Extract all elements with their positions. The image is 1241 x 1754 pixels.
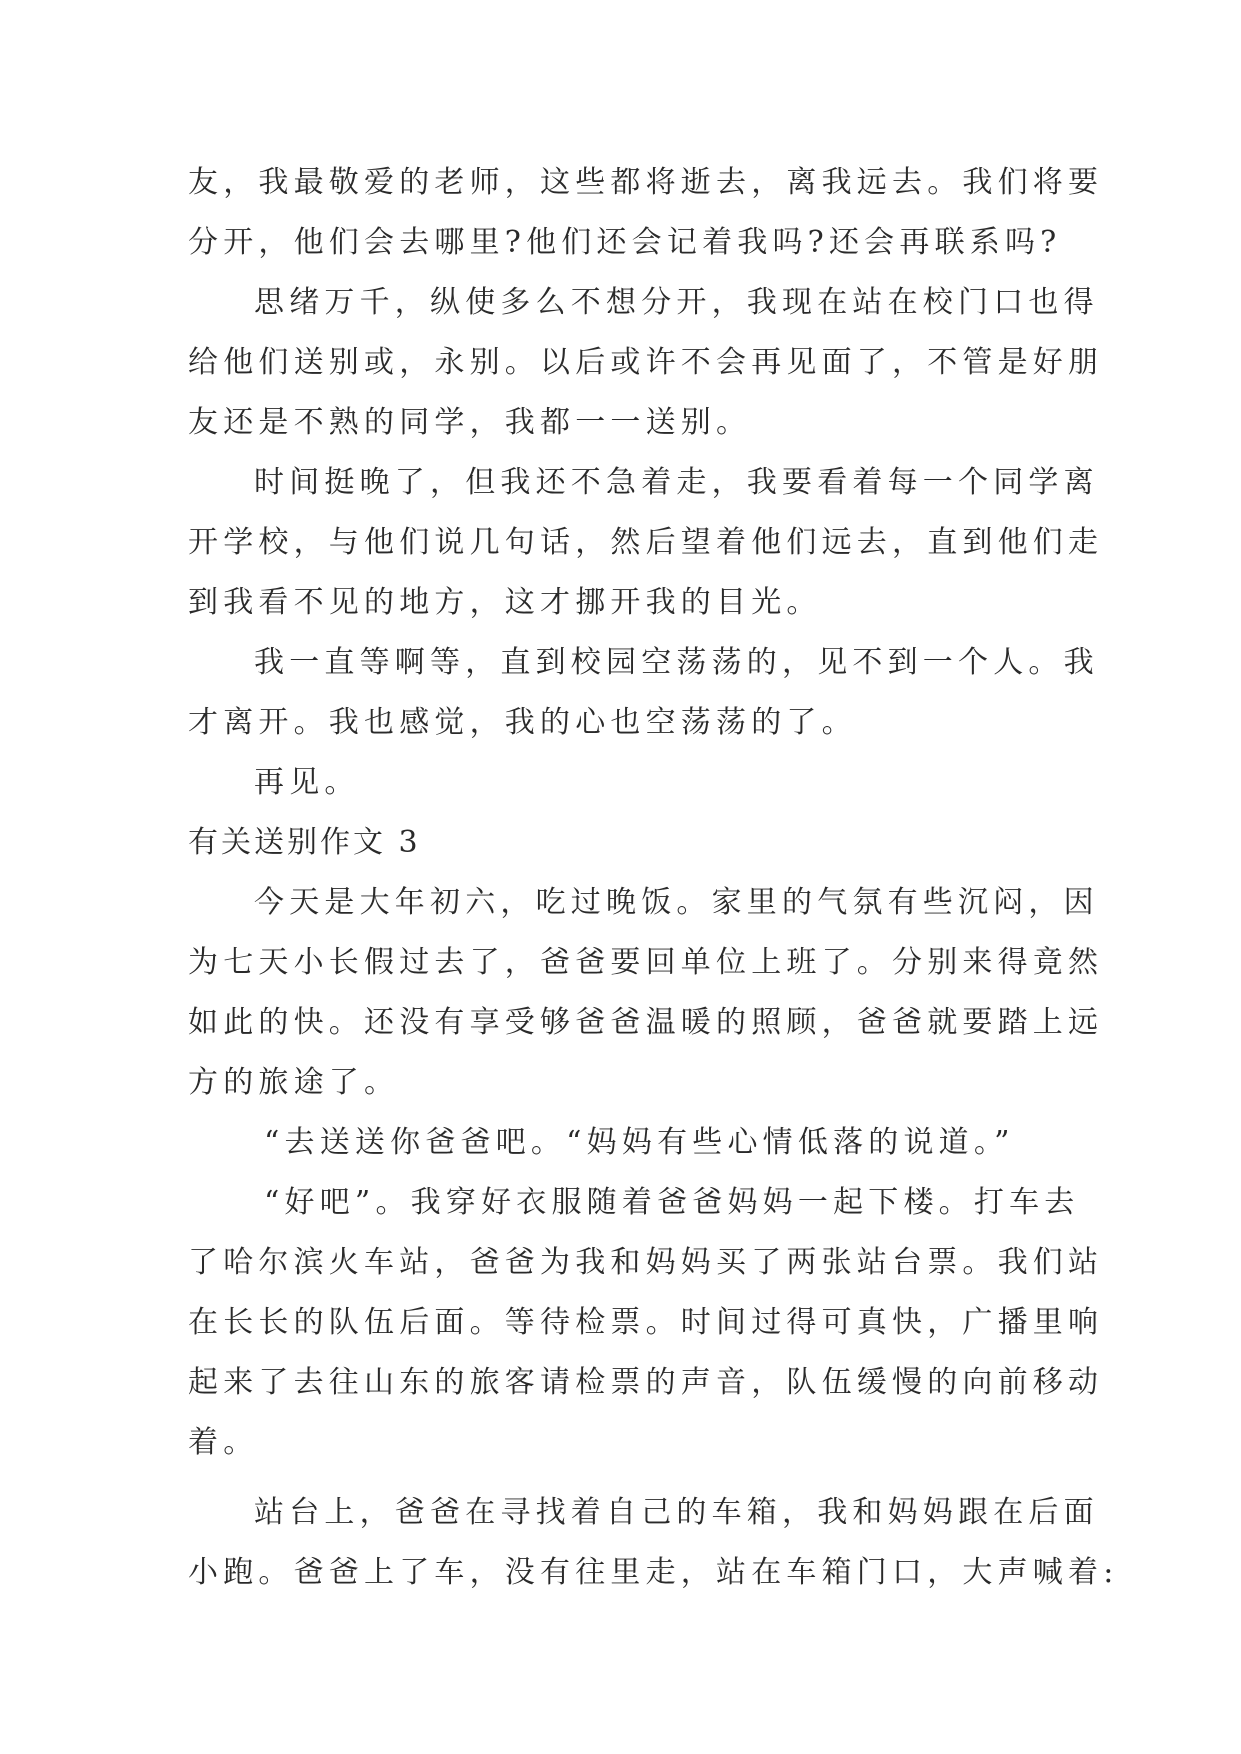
paragraph-start-line: 再见。 xyxy=(254,765,360,800)
text-line: 了哈尔滨火车站，爸爸为我和妈妈买了两张站台票。我们站 xyxy=(188,1245,1104,1280)
paragraph-start-line: 站台上，爸爸在寻找着自己的车箱，我和妈妈跟在后面 xyxy=(254,1495,1099,1530)
text-line: 开学校，与他们说几句话，然后望着他们远去，直到他们走 xyxy=(188,525,1104,560)
text-line: 起来了去往山东的旅客请检票的声音，队伍缓慢的向前移动 xyxy=(188,1365,1104,1400)
section-heading: 有关送别作文 3 xyxy=(188,825,421,860)
text-line: 分开，他们会去哪里?他们还会记着我吗?还会再联系吗? xyxy=(188,225,1062,260)
paragraph-start-line: 时间挺晚了，但我还不急着走，我要看着每一个同学离 xyxy=(254,465,1099,500)
paragraph-start-line: 我一直等啊等，直到校园空荡荡的，见不到一个人。我 xyxy=(254,645,1099,680)
paragraph-start-line: 今天是大年初六，吃过晚饭。家里的气氛有些沉闷，因 xyxy=(254,885,1099,920)
text-line: 到我看不见的地方，这才挪开我的目光。 xyxy=(188,585,822,620)
paragraph-start-line: “好吧”。我穿好衣服随着爸爸妈妈一起下楼。打车去 xyxy=(264,1185,1080,1220)
text-line: 为七天小长假过去了，爸爸要回单位上班了。分别来得竟然 xyxy=(188,945,1104,980)
document-body xyxy=(188,153,1119,1603)
text-line: 友，我最敬爱的老师，这些都将逝去，离我远去。我们将要 xyxy=(188,165,1104,200)
text-line: 才离开。我也感觉，我的心也空荡荡的了。 xyxy=(188,705,857,740)
text-line: 在长长的队伍后面。等待检票。时间过得可真快，广播里响 xyxy=(188,1305,1104,1340)
text-line: 着。 xyxy=(188,1425,259,1460)
paragraph-start-line: 思绪万千，纵使多么不想分开，我现在站在校门口也得 xyxy=(254,285,1099,320)
text-line: 如此的快。还没有享受够爸爸温暖的照顾，爸爸就要踏上远 xyxy=(188,1005,1104,1040)
paragraph-start-line: “去送送你爸爸吧。“妈妈有些心情低落的说道。” xyxy=(264,1125,1015,1160)
text-line: 给他们送别或，永别。以后或许不会再见面了，不管是好朋 xyxy=(188,345,1104,380)
text-line: 方的旅途了。 xyxy=(188,1065,400,1100)
text-line: 友还是不熟的同学，我都一一送别。 xyxy=(188,405,752,440)
text-line: 小跑。爸爸上了车，没有往里走，站在车箱门口，大声喊着: xyxy=(188,1555,1119,1590)
